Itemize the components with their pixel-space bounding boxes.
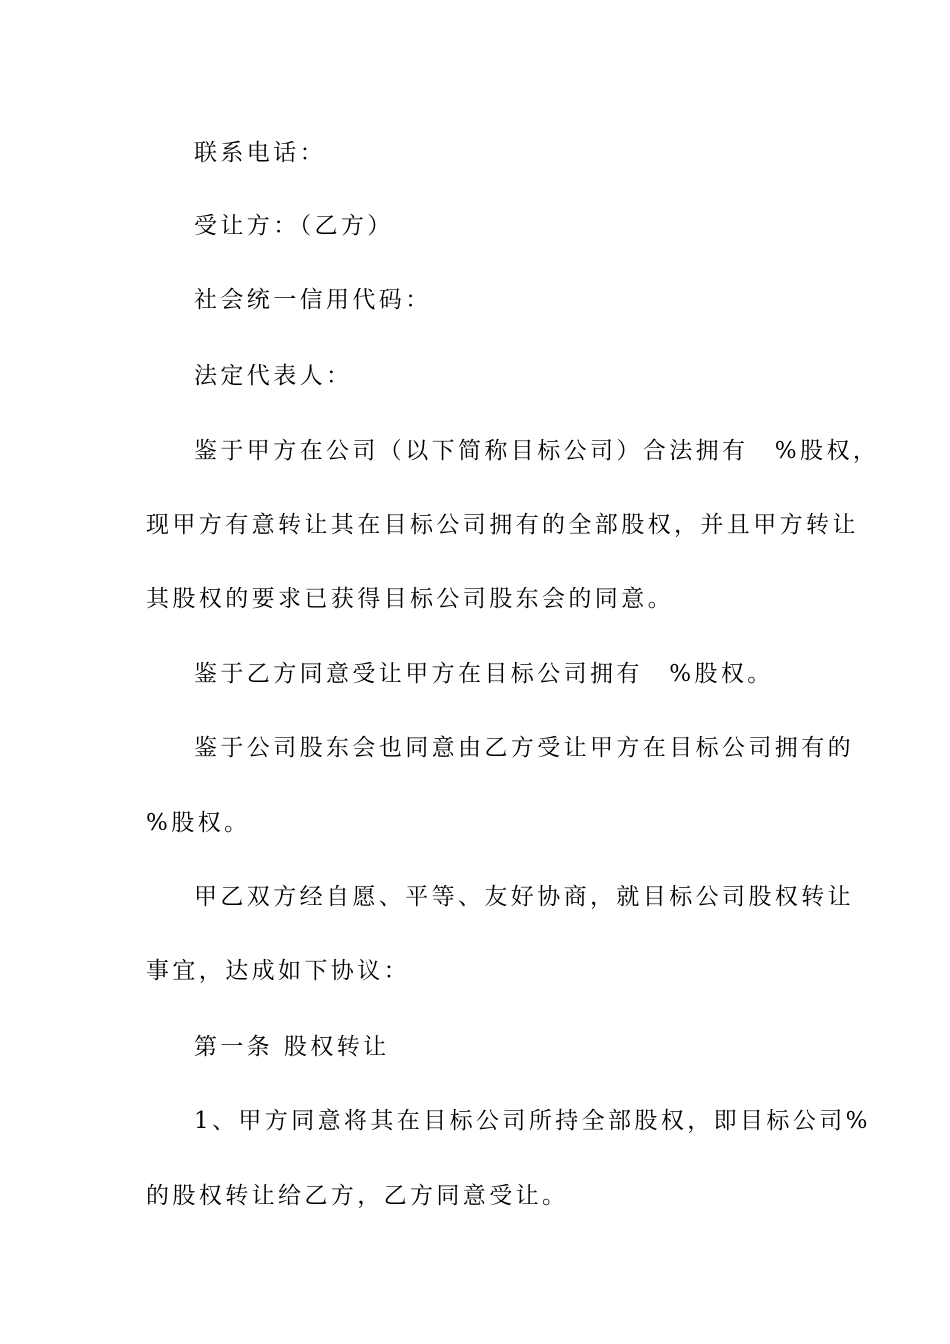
whereas-1-line-1: 鉴于甲方在公司（以下简称目标公司）合法拥有 %股权， — [194, 438, 880, 464]
whereas-1-line-3: 其股权的要求已获得目标公司股东会的同意。 — [146, 586, 674, 612]
clause-1-line-2: 的股权转让给乙方，乙方同意受让。 — [146, 1183, 569, 1209]
article-1-heading: 第一条 股权转让 — [194, 1034, 390, 1060]
whereas-2-line: 鉴于乙方同意受让甲方在目标公司拥有 %股权。 — [194, 661, 774, 687]
legal-representative-line: 法定代表人： — [194, 363, 353, 389]
whereas-3-line-2: %股权。 — [146, 810, 251, 836]
whereas-3-line-1: 鉴于公司股东会也同意由乙方受让甲方在目标公司拥有的 — [194, 735, 854, 761]
negotiation-line-2: 事宜，达成如下协议： — [146, 958, 410, 984]
credit-code-line: 社会统一信用代码： — [194, 287, 432, 313]
whereas-1-line-2: 现甲方有意转让其在目标公司拥有的全部股权，并且甲方转让 — [146, 512, 859, 538]
contact-phone-line: 联系电话： — [194, 140, 326, 166]
transferee-line: 受让方：（乙方） — [194, 213, 394, 239]
negotiation-line-1: 甲乙双方经自愿、平等、友好协商，就目标公司股权转让 — [194, 884, 854, 910]
clause-1-line-1: 1、甲方同意将其在目标公司所持全部股权，即目标公司% — [194, 1108, 871, 1134]
